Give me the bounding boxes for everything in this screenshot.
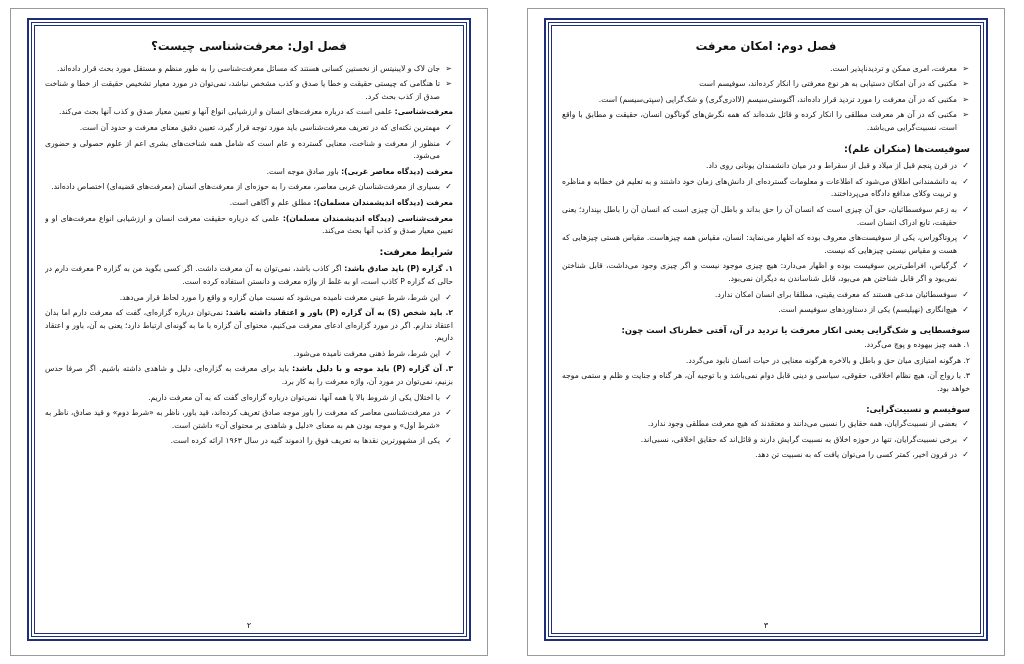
list-item: ✓ یکی از مشهورترین نقدها به تعریف فوق را ادموند گتیه در سال ۱۹۶۳ ارائه کرده است. xyxy=(45,435,453,448)
list-item: ➢ مکتبی که در آن معرفت را مورد تردید قرار داده‌اند، آگنوستی‌سیسم (لاادری‌گری) و شک‌گرایی (سپتی‌سیسم) است. xyxy=(562,94,970,107)
checkmark-icon: ✓ xyxy=(962,161,969,171)
document-page-right xyxy=(527,8,1005,656)
list-item: ✓ منظور از معرفت و شناخت، معنایی گسترده و عام است که شامل همه شناخت‌های بشری اعم از علوم حصولی و حضوری می‌شود. xyxy=(45,138,452,161)
arrow-bullet-icon: ➢ xyxy=(445,79,452,89)
list-item: ➢ معرفت، امری ممکن و تردیدناپذیر است. xyxy=(562,63,970,76)
checkmark-icon: ✓ xyxy=(445,182,452,192)
page-number: ۳ xyxy=(763,621,769,630)
definition-paragraph: معرفت (دیدگاه اندیشمندان مسلمان): مطلق علم و آگاهی است. xyxy=(229,197,453,207)
section-heading: شرایط معرفت: xyxy=(379,246,453,258)
checkmark-icon: ✓ xyxy=(445,348,452,358)
checkmark-icon: ✓ xyxy=(445,122,452,132)
list-item: ✓ گرگیاس، افراطی‌ترین سوفیست بوده و اظهار می‌دارد: هیچ چیزی موجود نیست و اگر چیزی وجود می‌داشت، قابل شناختن نمی‌بود و اگر قابل شناختن هم می‌بود، قابل شناساندن به دیگران نمی‌بود. xyxy=(562,261,969,283)
list-item: ➢ تا هنگامی که چیستی حقیقت و خطا یا صدق و کذب مشخص نباشد، نمی‌توان در مورد معیار تشخیص حقیقت از خطا و شناخت صدق از کذب بحث کرد. xyxy=(45,79,452,101)
checkmark-icon: ✓ xyxy=(962,261,969,271)
page-number: ۲ xyxy=(246,621,252,630)
page-border-frame xyxy=(548,22,984,637)
definition-list xyxy=(45,122,453,163)
checkmark-icon: ✓ xyxy=(962,176,969,186)
list-item: ✓ با اختلال یکی از شروط بالا یا همه آنها، نمی‌توان درباره گزاره‌ای گفت که به آن معرفت داریم. xyxy=(45,392,453,405)
arrow-bullet-icon: ➢ xyxy=(962,79,969,89)
relativism-list xyxy=(562,418,970,462)
numbered-item: ۱. همه چیز بیهوده و پوچ می‌گردد. xyxy=(864,340,970,350)
definition-list xyxy=(45,181,453,194)
list-item: ✓ به دانشمندانی اطلاق می‌شود که اطلاعات و معلومات گسترده‌ای از دانش‌های زمان خود داشتند و به تعلیم فن خطابه و مناظره و تربیت وکلای مدافع دادگاه می‌پرداختند. xyxy=(562,176,969,199)
checkmark-icon: ✓ xyxy=(445,292,452,302)
definition-paragraph: معرفت‌شناسی: علمی است که درباره معرفت‌های انسان و ارزشیابی انواع آنها و تعیین معیار صدق و کذب آنها بحث می‌کند. xyxy=(59,107,453,117)
page-content xyxy=(45,34,453,613)
condition-list xyxy=(45,392,453,448)
chapter-title: فصل دوم: امکان معرفت xyxy=(695,39,837,53)
list-item: ✓ بعضی از نسبیت‌گرایان، همه حقایق را نسبی می‌دانند و معتقدند که هیچ معرفت مطلقی وجود ندارد. xyxy=(562,418,970,431)
list-item: ✓ برخی نسبیت‌گرایان، تنها در حوزه اخلاق به نسبیت گرایش دارند و قائل‌اند که حقایق اخلاقی، نسبی‌اند. xyxy=(562,434,970,447)
checkmark-icon: ✓ xyxy=(962,305,969,315)
list-item: ➢ مکتبی که در آن امکان دستیابی به هر نوع معرفتی را انکار کرده‌اند، سوفیسم است xyxy=(562,78,970,91)
list-item: ➢ جان لاک و لایبنیتس از نخستین کسانی هستند که مسائل معرفت‌شناسی را به طور منظم و مستقل مورد بحث قرار داده‌اند. xyxy=(45,63,453,76)
arrow-bullet-icon: ➢ xyxy=(962,94,969,104)
checkmark-icon: ✓ xyxy=(962,419,969,429)
condition-list xyxy=(45,348,453,361)
list-item: ✓ در قرون اخیر، کمتر کسی را می‌توان یافت که به نسبیت تن دهد. xyxy=(562,449,970,462)
intro-list xyxy=(562,63,970,135)
numbered-item: ۳. با رواج آن، هیچ نظام اخلاقی، حقوقی، سیاسی و دینی قابل دوام نمی‌باشد و با توجیه آن، هر گناه و جنایت و ظلم و ستمی موجه خواهد بود. xyxy=(562,371,970,394)
checkmark-icon: ✓ xyxy=(445,138,452,148)
list-item: ✓ به زعم سوفسطائیان، حق آن چیزی است که انسان آن را حق بداند و باطل آن چیزی است که انسان آن را باطل بپندارد؛ یعنی حقیقت، تابع ادراک انسان است. xyxy=(562,204,969,227)
arrow-bullet-icon: ➢ xyxy=(962,110,969,120)
list-item: ✓ این شرط، شرط ذهنی معرفت نامیده می‌شود. xyxy=(45,348,453,361)
document-page-left xyxy=(10,8,488,656)
page-content xyxy=(562,34,970,613)
condition-paragraph: ۱. گزاره (P) باید صادق باشد: اگر کاذب باشد، نمی‌توان به آن معرفت داشت. اگر کسی بگوید من به گزاره P معرفت دارم در حالی که گزاره P کاذب است، او به غلط از واژه معرفت و دانستن استفاده کرده است. xyxy=(45,264,453,286)
page-border-frame xyxy=(31,22,467,637)
list-item: ➢ مکتبی که در آن هر معرفت مطلقی را انکار کرده و قائل شده‌اند که همه نگرش‌های گوناگون انسان، حقیقت و مطابق با واقع است، نسبیت‌گرایی می‌باشد. xyxy=(562,110,969,132)
condition-list xyxy=(45,292,453,305)
list-item: ✓ در قرن پنجم قبل از میلاد و قبل از سقراط و در میان دانشمندان یونانی روی داد. xyxy=(562,160,970,173)
definition-paragraph: معرفت‌شناسی (دیدگاه اندیشمندان مسلمان): علمی که درباره حقیقت معرفت انسان و ارزشیابی انواع معرفت‌های او و تعیین معیار صدق و کذب آنها بحث می‌کند. xyxy=(45,213,453,236)
list-item: ✓ هیچ‌انگاری (نهیلیسم) یکی از دستاوردهای سوفیسم است. xyxy=(562,304,970,317)
definition-paragraph: معرفت (دیدگاه معاصر غربی): باور صادق موجه است. xyxy=(266,166,453,176)
section-heading: سوفسطایی و شک‌گرایی یعنی انکار معرفت یا تردید در آن، آفتی خطرناک است چون: xyxy=(621,324,970,335)
section-heading: سوفیست‌ها (منکران علم): xyxy=(844,143,970,155)
list-item: ✓ مهمترین نکته‌ای که در تعریف معرفت‌شناسی باید مورد توجه قرار گیرد، تعیین دقیق معنای معرفت و حدود آن است. xyxy=(45,122,453,135)
list-item: ✓ پروتاگوراس، یکی از سوفیست‌های معروف بوده که اظهار می‌نماید: انسان، مقیاس همه چیزهاست. مقیاس هستی چیزهایی که هست و مقیاس نیستی چیزهایی که نیست. xyxy=(562,233,969,255)
arrow-bullet-icon: ➢ xyxy=(445,63,452,73)
checkmark-icon: ✓ xyxy=(962,204,969,214)
checkmark-icon: ✓ xyxy=(962,450,969,460)
list-item: ✓ سوفسطائیان مدعی هستند که معرفت یقینی، مطلقا برای انسان امکان ندارد. xyxy=(562,289,970,302)
list-item: ✓ بسیاری از معرفت‌شناسان غربی معاصر، معرفت را به حوزه‌ای از معرفت‌های انسان (معرفت‌های قضیه‌ای) اختصاص داده‌اند. xyxy=(45,181,453,194)
checkmark-icon: ✓ xyxy=(962,434,969,444)
numbered-item: ۲. هرگونه امتیازی میان حق و باطل و بالاخره هرگونه معنایی در حیات انسان نابود می‌گردد. xyxy=(685,355,970,365)
condition-paragraph: ۲. باید شخص (S) به آن گزاره (P) باور و اعتقاد داشته باشد: نمی‌توان درباره گزاره‌ای، گفت که معرفت دارم اما بدان اعتقاد ندارم. اگر در مورد گزاره‌ای ادعای معرفت می‌کنیم، محتوای آن گزاره با ما به گونه‌ای ارتباط دارد؛ یعنی به آن، باور و اعتقاد داریم. xyxy=(45,308,453,343)
list-item: ✓ در معرفت‌شناسی معاصر که معرفت را باور موجه صادق تعریف کرده‌اند، قید باور، ناظر به «شرط دوم» و قید صادق، ناظر به «شرط اول» و موجه بودن هم به معنای «دلیل و شاهدی بر محتوای آن» داشتن است. xyxy=(45,408,452,430)
checkmark-icon: ✓ xyxy=(445,408,452,418)
arrow-bullet-icon: ➢ xyxy=(962,63,969,73)
checkmark-icon: ✓ xyxy=(962,289,969,299)
section-heading: سوفیسم و نسبیت‌گرایی: xyxy=(866,403,970,414)
sophists-list xyxy=(562,160,970,317)
checkmark-icon: ✓ xyxy=(962,233,969,243)
list-item: ✓ این شرط، شرط عینی معرفت نامیده می‌شود که نسبت میان گزاره و واقع را مورد لحاظ قرار می‌دهد. xyxy=(45,292,453,305)
checkmark-icon: ✓ xyxy=(445,436,452,446)
intro-list xyxy=(45,63,453,104)
checkmark-icon: ✓ xyxy=(445,392,452,402)
chapter-title: فصل اول: معرفت‌شناسی چیست؟ xyxy=(151,39,347,53)
condition-paragraph: ۳. آن گزاره (P) باید موجه و با دلیل باشد: باید برای معرفت به گزاره‌ای، دلیل و شاهدی داشته باشیم. اگر صرفا حدس بزنیم، نمی‌توان در مورد آن، واژه معرفت را به کار برد. xyxy=(45,364,453,387)
